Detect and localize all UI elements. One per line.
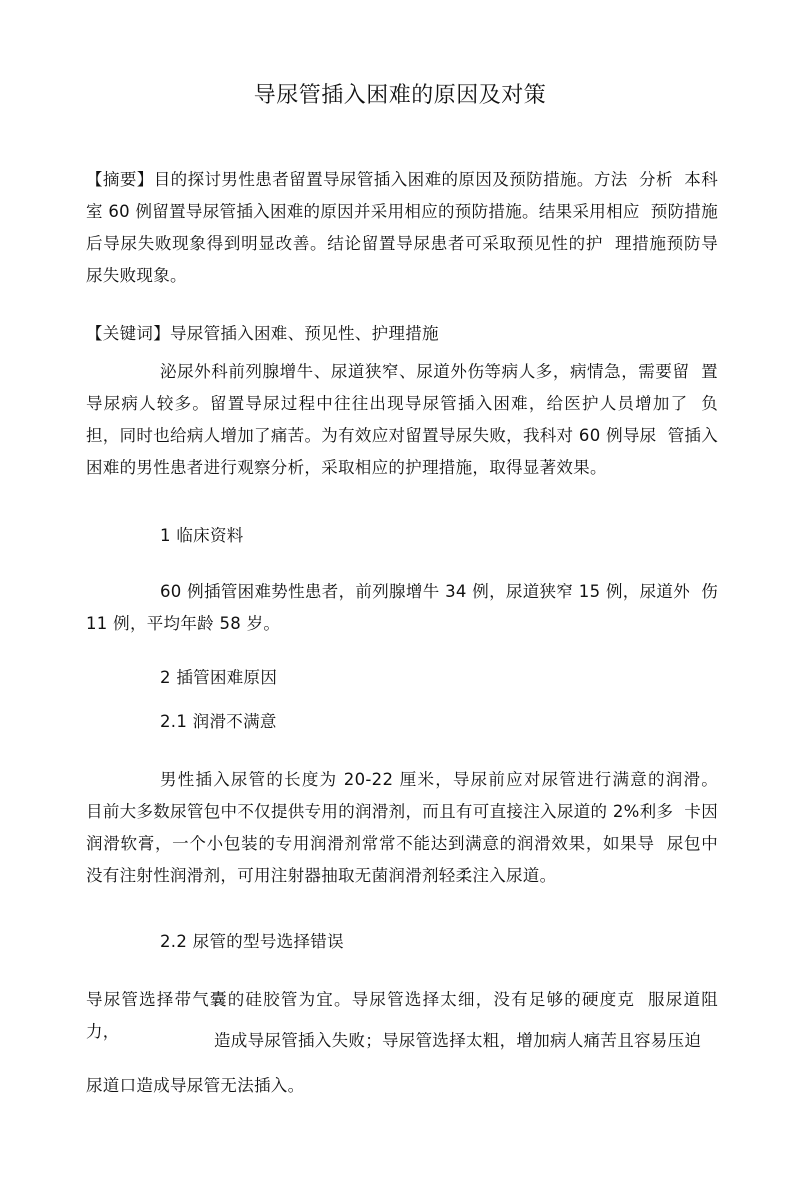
section-2-1-heading: 2.1 润滑不满意: [160, 712, 277, 731]
section-2-2-line-2: 造成导尿管插入失败；导尿管选择太粗，增加病人痛苦且容易压迫: [214, 1031, 702, 1050]
section-2-2-line-1: 导尿管选择带气囊的硅胶管为宜。导尿管选择太细，没有足够的硬度克 服尿道阻力，: [86, 990, 718, 1041]
keywords-line: 【关键词】导尿管插入困难、预见性、护理措施: [86, 324, 439, 343]
abstract-paragraph: 【摘要】目的探讨男性患者留置导尿管插入困难的原因及预防措施。方法 分析 本科室 60 例留置导尿管插入困难的原因并采用相应的预防措施。结果采用相应 预防措施后导尿失败现象得到明显改善。结论留置导尿患者可采取预见性的护 理措施预防导尿失败现象。: [86, 170, 718, 285]
section-2-1-text: 男性插入尿管的长度为 20-22 厘米，导尿前应对尿管进行满意的润滑。 目前大多数尿管包中不仅提供专用的润滑剂，而且有可直接注入尿道的 2%利多 卡因润滑软膏，一个小包装的专用润滑剂常常不能达到满意的润滑效果，如果导 尿包中没有注射性润滑剂，可用注射器抽取无菌润滑剂轻柔注入尿道。: [86, 770, 730, 885]
intro-paragraph: 泌尿外科前列腺增牛、尿道狭窄、尿道外伤等病人多，病情急，需要留 置导尿病人较多。留置导尿过程中往往出现导尿管插入困难，给医护人员增加了 负担，同时也给病人增加了痛苦。为有效应对留置导尿失败，我科对 60 例导尿 管插入困难的男性患者进行观察分析，采取相应的护理措施，取得显著效果。: [86, 362, 718, 477]
section-2-2-line-3: 尿道口造成导尿管无法插入。: [86, 1076, 305, 1095]
document-title: 导尿管插入困难的原因及对策: [253, 83, 547, 108]
section-2-2-heading: 2.2 尿管的型号选择错误: [160, 932, 344, 951]
section-1-text: 60 例插管困难势性患者，前列腺增牛 34 例，尿道狭窄 15 例，尿道外 伤 11 例，平均年龄 58 岁。: [86, 582, 724, 633]
section-1-heading: 1 临床资料: [160, 526, 244, 545]
section-2-heading: 2 插管困难原因: [160, 668, 278, 687]
